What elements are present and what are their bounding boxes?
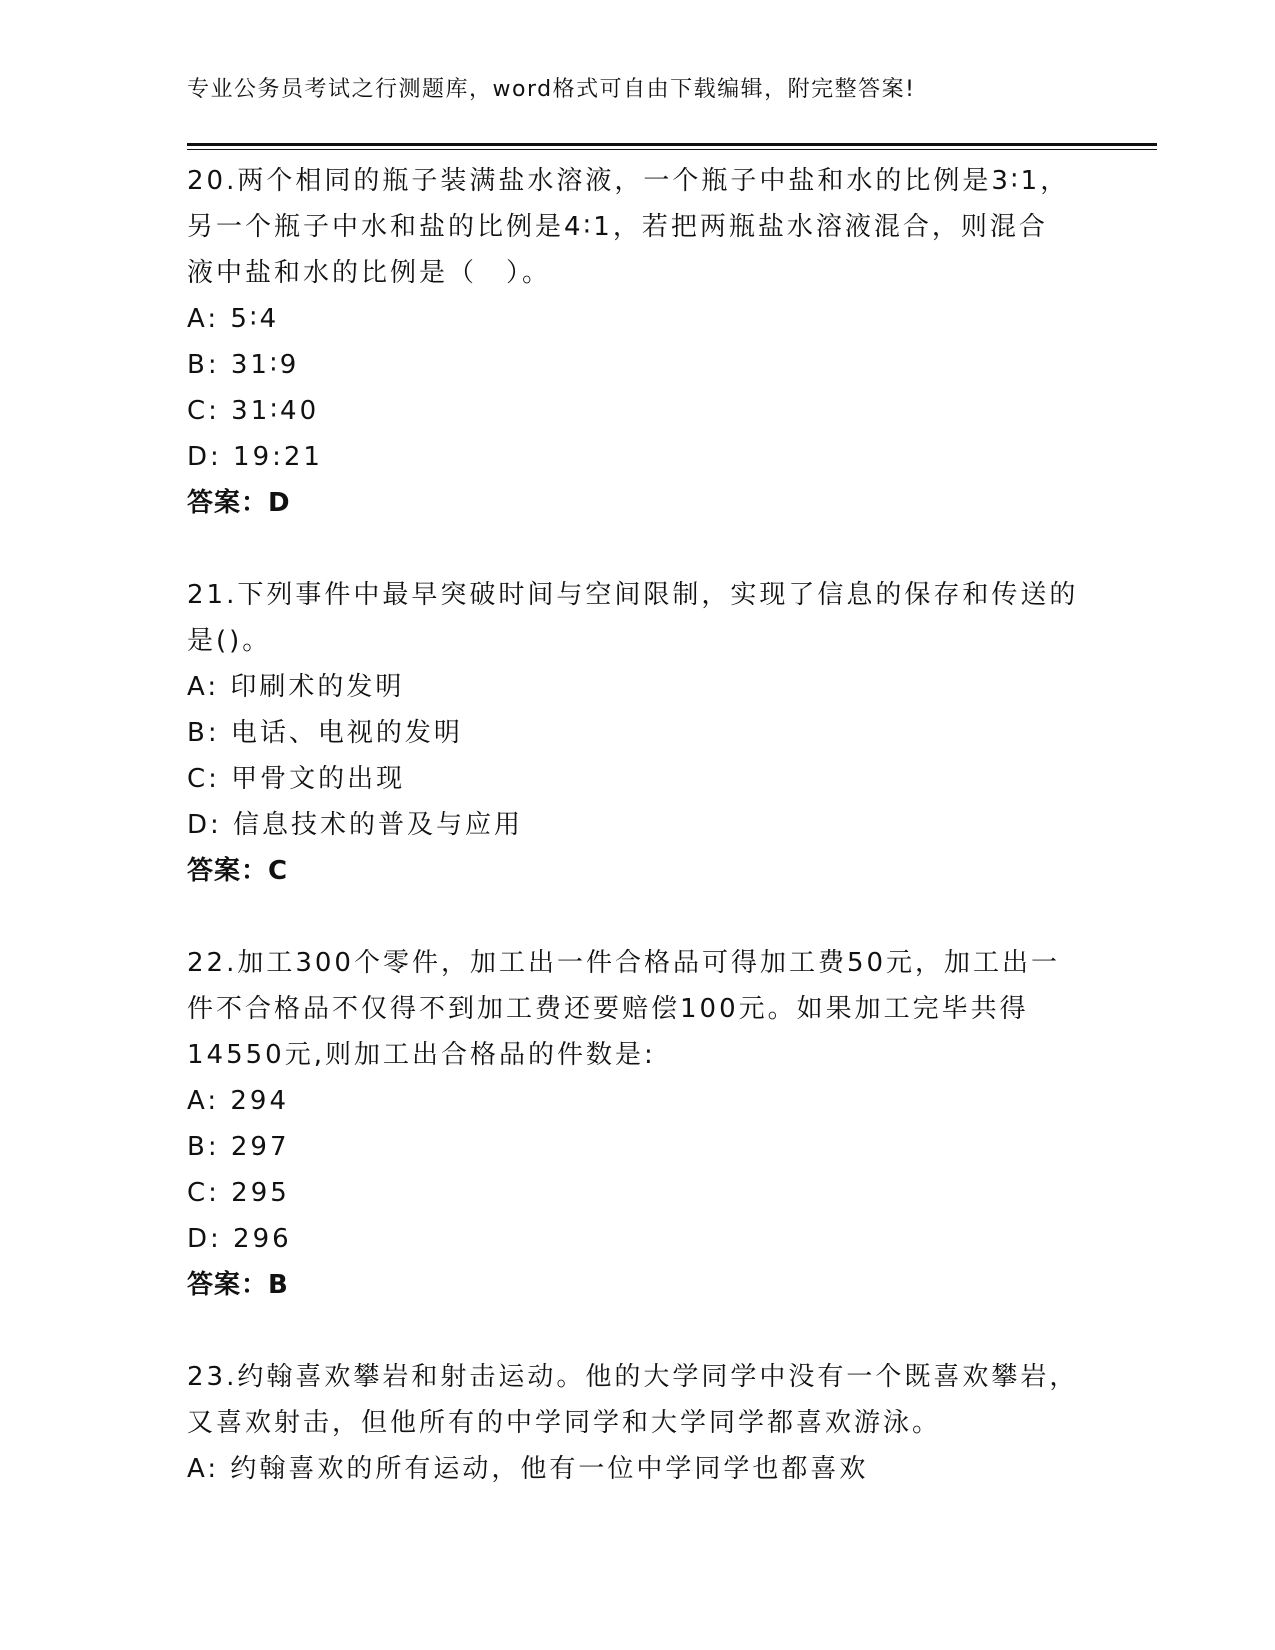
option-b: B: 31∶9 — [187, 350, 300, 380]
answer-line: 答案：D — [187, 488, 291, 518]
option-d: D: 信息技术的普及与应用 — [187, 810, 524, 840]
option-c: C: 甲骨文的出现 — [187, 764, 406, 794]
question-22 — [187, 940, 1087, 1308]
question-stem-line: 液中盐和水的比例是（ ）。 — [187, 258, 552, 288]
question-stem-line: 20.两个相同的瓶子装满盐水溶液，一个瓶子中盐和水的比例是3∶1， — [187, 166, 1070, 196]
question-stem-line: 又喜欢射击，但他所有的中学同学和大学同学都喜欢游泳。 — [187, 1408, 942, 1438]
answer-line: 答案：C — [187, 856, 289, 886]
question-stem-line: 21.下列事件中最早突破时间与空间限制，实现了信息的保存和传送的 — [187, 580, 1079, 610]
option-a: A: 印刷术的发明 — [187, 672, 405, 702]
header-divider-thin — [187, 149, 1157, 150]
question-stem-line: 14550元,则加工出合格品的件数是: — [187, 1040, 656, 1070]
option-b: B: 电话、电视的发明 — [187, 718, 463, 748]
question-21 — [187, 572, 1087, 894]
header-divider-thick — [187, 143, 1157, 146]
option-a: A: 294 — [187, 1086, 289, 1116]
option-c: C: 31∶40 — [187, 396, 320, 426]
question-stem-line: 23.约翰喜欢攀岩和射击运动。他的大学同学中没有一个既喜欢攀岩， — [187, 1362, 1079, 1392]
page-header: 专业公务员考试之行测题库，word格式可自由下载编辑，附完整答案! — [187, 77, 916, 102]
question-stem-line: 22.加工300个零件，加工出一件合格品可得加工费50元，加工出一 — [187, 948, 1061, 978]
option-b: B: 297 — [187, 1132, 290, 1162]
option-a: A: 约翰喜欢的所有运动，他有一位中学同学也都喜欢 — [187, 1454, 869, 1484]
option-a: A: 5∶4 — [187, 304, 280, 334]
option-d: D: 296 — [187, 1224, 292, 1254]
question-stem-line: 另一个瓶子中水和盐的比例是4∶1，若把两瓶盐水溶液混合，则混合 — [187, 212, 1048, 242]
question-20 — [187, 158, 1087, 526]
question-stem-line: 件不合格品不仅得不到加工费还要赔偿100元。如果加工完毕共得 — [187, 994, 1029, 1024]
option-d: D: 19:21 — [187, 442, 323, 472]
question-list — [187, 158, 1087, 1538]
question-stem-line: 是()。 — [187, 626, 272, 656]
question-23 — [187, 1354, 1087, 1492]
answer-line: 答案：B — [187, 1270, 289, 1300]
option-c: C: 295 — [187, 1178, 290, 1208]
